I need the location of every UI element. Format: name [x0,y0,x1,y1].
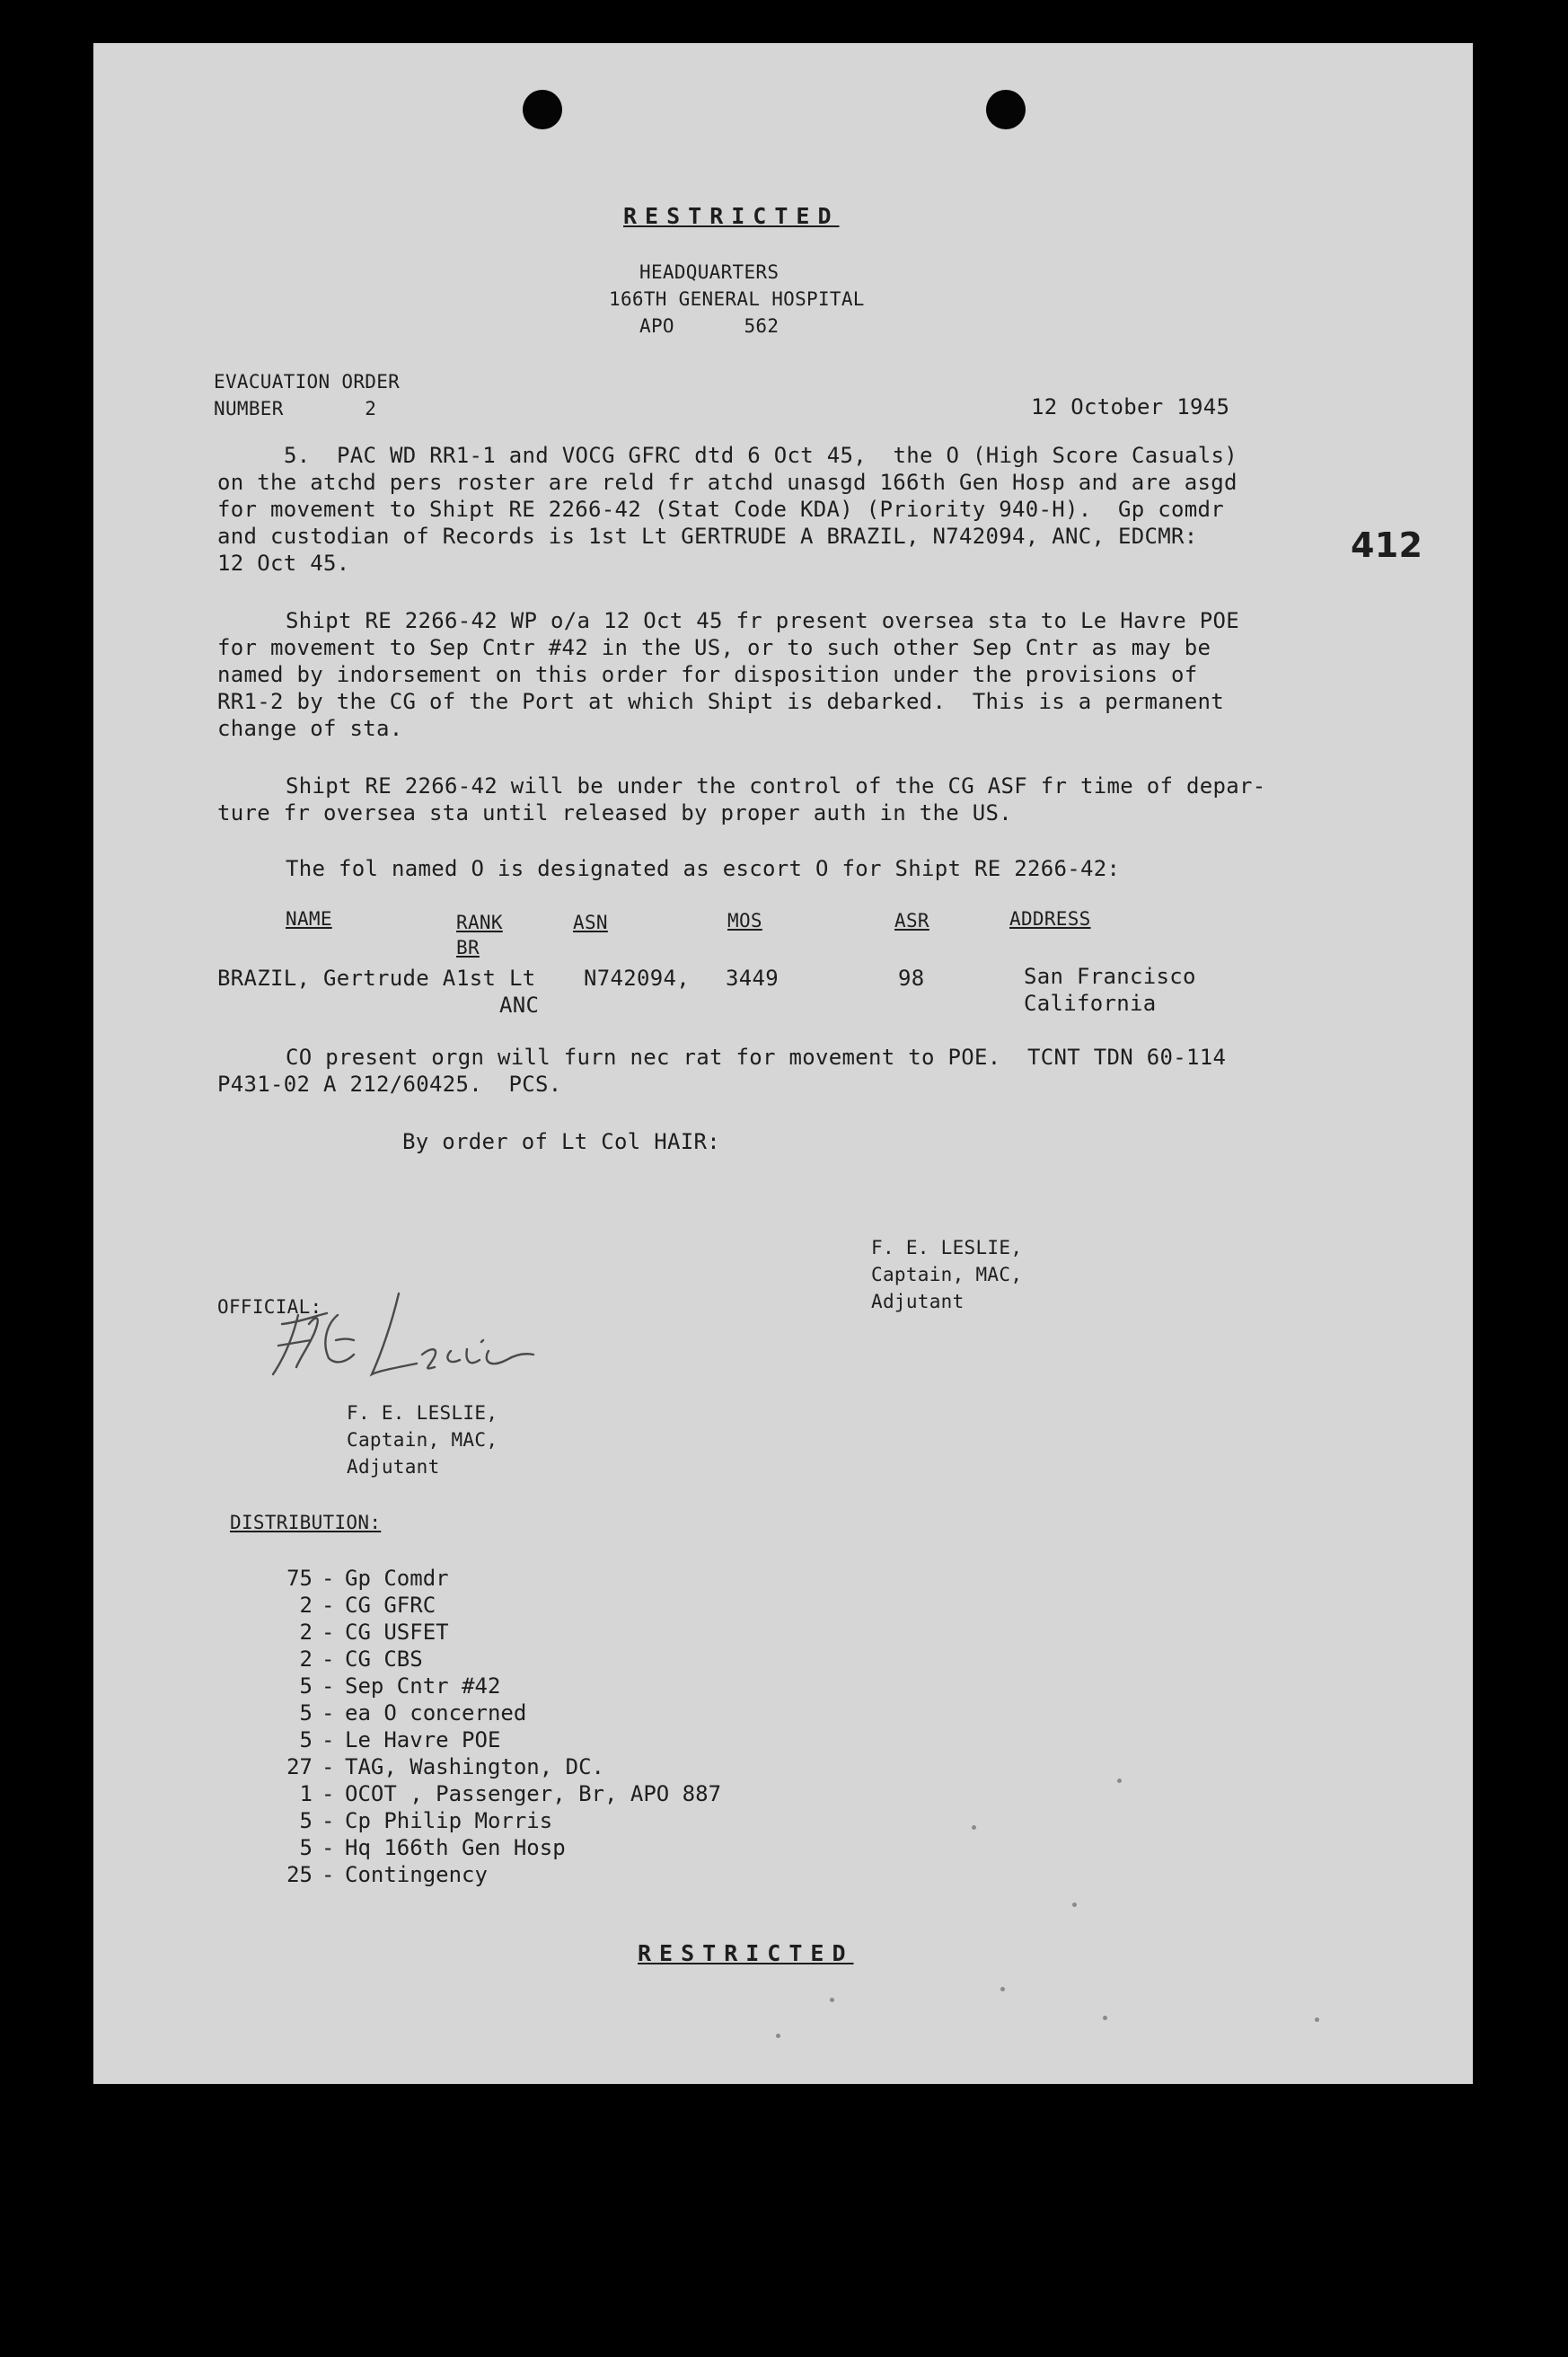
para5-line2: P431-02 A 212/60425. PCS. [217,1072,562,1097]
row-mos: 3449 [726,966,779,991]
para2-line4: RR1-2 by the CG of the Port at which Shipt is debarked. This is a permanent [217,689,1224,714]
col-br: BR [456,937,480,958]
para1-line3: for movement to Shipt RE 2266-42 (Stat Code KDA) (Priority 940-H). Gp comdr [217,497,1224,522]
para2-line3: named by indorsement on this order for disposition under the provisions of [217,662,1198,687]
dist-recipient: Le Havre POE [345,1727,501,1752]
dist-count: 27 [286,1754,313,1779]
scan-speck [1315,2017,1319,2022]
para1-line1: 5. PAC WD RR1-1 and VOCG GFRC dtd 6 Oct 45, the O (High Score Casuals) [284,443,1238,468]
para4: The fol named O is designated as escort O for Shipt RE 2266-42: [286,856,1121,881]
dist-count: 5 [299,1700,313,1726]
scan-speck [776,2034,780,2038]
row-asr: 98 [898,966,925,991]
row-br: ANC [499,993,540,1018]
order-title-1: EVACUATION ORDER [214,371,401,393]
distribution-label: DISTRIBUTION: [230,1512,382,1533]
dist-recipient: CG CBS [345,1646,423,1672]
dist-count: 2 [299,1620,313,1645]
col-asr: ASR [894,910,929,931]
unit-line-2: 166TH GENERAL HOSPITAL [609,288,865,310]
para2-line1: Shipt RE 2266-42 WP o/a 12 Oct 45 fr present oversea sta to Le Havre POE [286,608,1239,633]
row-rank: 1st Lt [456,966,536,991]
dist-dash: - [322,1835,335,1860]
classification-bottom: RESTRICTED [638,1940,854,1966]
dist-count: 5 [299,1673,313,1699]
row-address-2: California [1024,991,1157,1016]
dist-count: 2 [299,1593,313,1618]
col-address: ADDRESS [1009,908,1091,930]
order-title-2: NUMBER 2 [214,398,377,419]
para2-line5: change of sta. [217,716,403,741]
para3-line2: ture fr oversea sta until released by proper auth in the US. [217,800,1012,825]
sig-name: F. E. LESLIE, [871,1237,1023,1258]
dist-dash: - [322,1646,335,1672]
sig-title: Adjutant [871,1291,965,1312]
dist-dash: - [322,1620,335,1645]
scan-speck [1103,2016,1107,2020]
dist-dash: - [322,1808,335,1833]
dist-count: 5 [299,1835,313,1860]
dist-recipient: Hq 166th Gen Hosp [345,1835,566,1860]
para1-line2: on the atchd pers roster are reld fr atchd unasgd 166th Gen Hosp and are asgd [217,470,1238,495]
col-rank: RANK [456,912,503,933]
dist-recipient: Contingency [345,1862,488,1887]
page-number: 412 [1351,525,1423,565]
col-name: NAME [286,908,332,930]
dist-recipient: ea O concerned [345,1700,527,1726]
punch-hole-left [523,90,562,129]
unit-line-3: APO 562 [639,315,780,337]
dist-recipient: Sep Cntr #42 [345,1673,501,1699]
dist-recipient: Cp Philip Morris [345,1808,553,1833]
dist-recipient: CG USFET [345,1620,449,1645]
para1-line4: and custodian of Records is 1st Lt GERTRUDE A BRAZIL, N742094, ANC, EDCMR: [217,524,1198,549]
col-mos: MOS [727,910,762,931]
order-date: 12 October 1945 [1031,394,1230,419]
dist-dash: - [322,1673,335,1699]
dist-recipient: Gp Comdr [345,1566,449,1591]
dist-count: 5 [299,1727,313,1752]
unit-line-1: HEADQUARTERS [639,261,780,283]
dist-recipient: TAG, Washington, DC. [345,1754,604,1779]
by-order: By order of Lt Col HAIR: [402,1129,720,1154]
dist-recipient: OCOT , Passenger, Br, APO 887 [345,1781,722,1806]
dist-dash: - [322,1781,335,1806]
scan-speck [1000,1987,1005,1991]
dist-count: 25 [286,1862,313,1887]
dist-count: 5 [299,1808,313,1833]
official-title: Adjutant [347,1456,440,1478]
dist-dash: - [322,1727,335,1752]
dist-count: 2 [299,1646,313,1672]
document-page [93,43,1473,2084]
dist-dash: - [322,1593,335,1618]
dist-dash: - [322,1754,335,1779]
row-name: BRAZIL, Gertrude A [217,966,456,991]
sig-rank: Captain, MAC, [871,1264,1023,1285]
row-asn: N742094, [584,966,690,991]
para1-line5: 12 Oct 45. [217,551,350,576]
classification-top: RESTRICTED [623,203,840,229]
official-name: F. E. LESLIE, [347,1402,498,1424]
para5-line1: CO present orgn will furn nec rat for movement to POE. TCNT TDN 60-114 [286,1045,1227,1070]
col-asn: ASN [573,912,608,933]
row-address-1: San Francisco [1024,964,1196,989]
dist-dash: - [322,1700,335,1726]
dist-dash: - [322,1862,335,1887]
dist-recipient: CG GFRC [345,1593,436,1618]
official-label: OFFICIAL: [217,1296,322,1318]
scan-speck [1117,1779,1122,1783]
handwritten-signature [246,1288,542,1387]
official-rank: Captain, MAC, [347,1429,498,1451]
scan-speck [830,1998,834,2002]
scan-speck [972,1825,976,1830]
dist-count: 1 [299,1781,313,1806]
para3-line1: Shipt RE 2266-42 will be under the control of the CG ASF fr time of depar- [286,773,1266,799]
dist-dash: - [322,1566,335,1591]
scan-speck [1072,1902,1077,1907]
dist-count: 75 [286,1566,313,1591]
para2-line2: for movement to Sep Cntr #42 in the US, or to such other Sep Cntr as may be [217,635,1211,660]
punch-hole-right [986,90,1026,129]
